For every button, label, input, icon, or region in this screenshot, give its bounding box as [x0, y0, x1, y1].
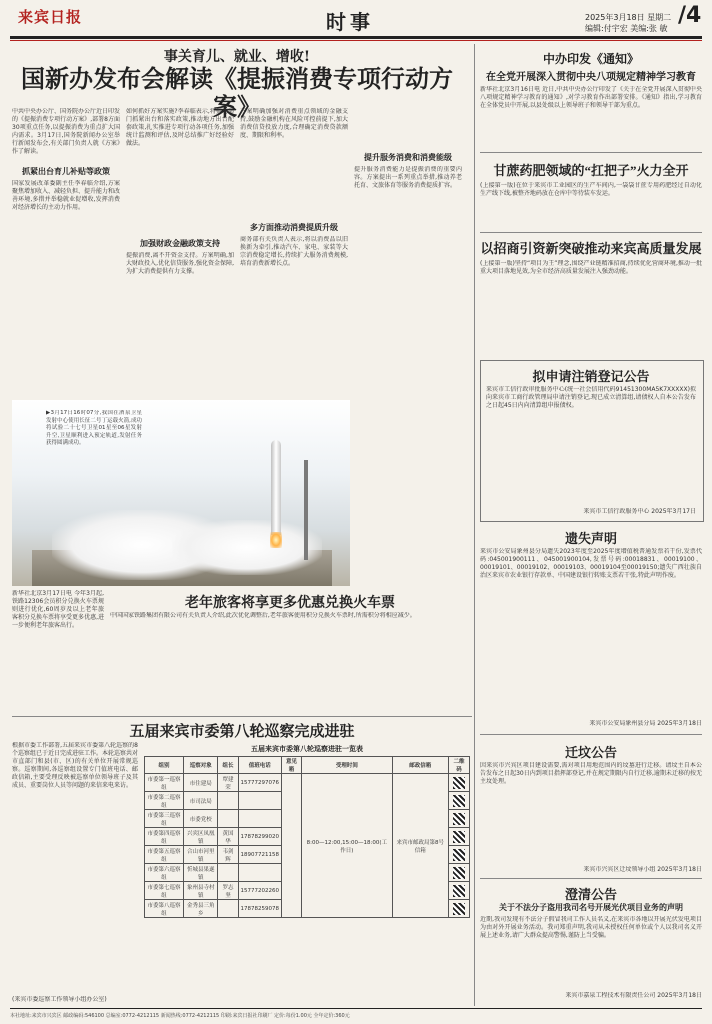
- target-cell: 金秀县三角乡: [184, 900, 218, 918]
- group-cell: 市委第七巡察组: [145, 882, 184, 900]
- right-divider-4: [480, 878, 702, 879]
- train-body-1: 新华社北京3月17日电 今年3月起,铁路12306会员积分兑换火车票规则进行优化,60周岁及以上老年旅客积分兑换车票将享受更多优惠,进一步便利老年旅客出行。: [12, 590, 104, 629]
- rocket: [271, 440, 281, 535]
- photo-caption: ▶3月17日16时07分,我国在酒泉卫星发射中心使用长征二号丁运载火箭,成功将试验二十七号卫星01星至06星发射升空,卫星顺利进入预定轨道,发射任务获得圆满成功。: [46, 410, 142, 446]
- lead-body-1: 中共中央办公厅、国务院办公厅近日印发的《提振消费专项行动方案》,部署8方面30项重点任务,以提振消费为重点扩大国内需求。3月17日,国务院新闻办公室举行新闻发布会,有关部门负责人就《方案》作了解读。: [12, 108, 120, 155]
- notice-grave-body: 因来宾市兴宾区项目建设需要,需对项目用地范围内的坟墓进行迁移。请坟主自本公告发布之日起30日内到项目指挥部登记,并在规定期限内自行迁移,逾期未迁移的按无主坟处理。: [480, 762, 702, 785]
- lead-body-3b: 提升服务消费能力是提振消费的重要内容。方案提出一系列重点举措,推动养老托育、文旅体育等服务消费提质扩容。: [354, 166, 462, 189]
- tongzhi-subheadline: 在全党开展深入贯彻中央八项规定精神学习教育: [486, 72, 696, 83]
- lead-subhead-2: 加强财政金融政策支持: [140, 238, 220, 248]
- mailbox-cell: [282, 774, 302, 918]
- notice-grave-title: 迁坟公告: [564, 746, 617, 761]
- zhaoshang-headline: 以招商引资新突破推动来宾高质量发展: [480, 241, 702, 256]
- header-rule: [10, 36, 702, 39]
- train-body-2: 中国国家铁路集团有限公司有关负责人介绍,此次优化调整后,老年旅客使用积分兑换火车票时,所需积分将相应减少。: [110, 612, 416, 619]
- qr-code[interactable]: [449, 882, 470, 900]
- col-header: 二维码: [449, 757, 470, 774]
- col-header: 受理时间: [302, 757, 392, 774]
- hours-cell: 8:00—12:00,15:00—18:00(工作日): [302, 774, 392, 918]
- qr-code[interactable]: [449, 864, 470, 882]
- col-header: 组长: [218, 757, 238, 774]
- target-cell: 市司法局: [184, 792, 218, 810]
- leader-cell: 覃建荣: [218, 774, 238, 792]
- qr-code[interactable]: [449, 846, 470, 864]
- dateline: 2025年3月18日 星期二 编辑:付宇宏 美编:张 敏: [585, 13, 672, 33]
- tongzhi-body: 新华社北京3月16日电 近日,中共中央办公厅印发了《关于在全党开展深入贯彻中央八项规定精神学习教育的通知》,对学习教育作出部署安排。《通知》指出,学习教育在全体党员中开展,以县处级以上领导班子和领导干部为重点。: [480, 86, 702, 109]
- lead-subhead-4: 多方面推动消费提质升级: [250, 222, 338, 232]
- group-cell: 市委第二巡察组: [145, 792, 184, 810]
- postbox-cell: 来宾市邮政局第8号信箱: [392, 774, 448, 918]
- lead-body-4: 商务部有关负责人表示,将以消费品以旧换新为牵引,推动汽车、家电、家装等大宗消费稳定增长,持续扩大服务消费规模,培育消费新增长点。: [240, 236, 348, 267]
- leader-cell: 罗志坚: [218, 882, 238, 900]
- notice-clarify-body: 近期,我司发现有不法分子假冒我司工作人员名义,在来宾市各地以开展光伏发电项目为由对外开展业务活动。我司郑重声明,我司从未授权任何单位或个人以我司名义开展上述业务,请广大群众提高警惕,谨防上当受骗。: [480, 916, 702, 939]
- phone-cell: 15777297076: [238, 774, 282, 792]
- table-row: [145, 774, 470, 792]
- right-divider-2: [480, 232, 702, 233]
- target-cell: 市住建局: [184, 774, 218, 792]
- ganzhe-body: (上接第一版)在位于来宾市工业园区的生产车间内,一袋袋甘蔗专用药肥经过自动化生产线下线,被整齐地码放在仓库中等待装车发运。: [480, 182, 702, 197]
- phone-cell: 17878299020: [238, 828, 282, 846]
- xuncha-headline: 五届来宾市委第八轮巡察完成进驻: [129, 724, 355, 740]
- target-cell: 市委党校: [184, 810, 218, 828]
- notice-clarify-sign: 来宾市嘉泉工程技术有限责任公司 2025年3月18日: [565, 992, 702, 999]
- notice-clarify-title: 澄清公告: [564, 888, 617, 903]
- lead-body-3: 方案明确加强对消费重点领域的金融支持,鼓励金融机构在风险可控前提下,加大消费信贷投放力度,合理确定消费贷款额度、期限和利率。: [240, 108, 348, 139]
- xuncha-body: 根据市委工作部署,五届来宾市委第八轮巡察的8个巡察组已于近日完成进驻工作。本轮巡察共对市直部门和县(市、区)的有关单位开展常规巡察。巡察期间,各巡察组设置专门值班电话、邮政信箱,主要受理反映被巡察单位领导班子及其成员、重要岗位人员等问题的来信来电来访。: [12, 742, 138, 789]
- footer-rule: [10, 1008, 702, 1009]
- phone-cell: 18907721158: [238, 846, 282, 864]
- qr-code[interactable]: [449, 792, 470, 810]
- notice-clarify-subtitle: 关于不法分子盗用我司名号开展光伏项目业务的声明: [499, 902, 683, 912]
- phone-cell: [238, 810, 282, 828]
- notice-lost-sign: 来宾市公安局象州县分局 2025年3月18日: [589, 720, 702, 727]
- group-cell: 市委第三巡察组: [145, 810, 184, 828]
- lead-body-1b: 国家发展改革委副主任李春临介绍,方案聚焦增加收入、减轻负担、提升能力和改善环境,多措并举稳就业促增收,发挥消费对经济增长的主动力作用。: [12, 180, 120, 211]
- qr-code[interactable]: [449, 828, 470, 846]
- qr-code[interactable]: [449, 810, 470, 828]
- target-cell: 兴宾区凤凰镇: [184, 828, 218, 846]
- xuncha-table-title: 五届来宾市委第八轮巡察进驻一览表: [251, 745, 363, 753]
- col-header: 邮政信箱: [392, 757, 448, 774]
- lead-subhead-1: 抓紧出台育儿补贴等政策: [22, 166, 110, 176]
- right-divider-3: [480, 734, 702, 735]
- leader-cell: [218, 864, 238, 882]
- page-number: /4: [678, 3, 702, 28]
- lead-body-2: 如何抓好方案实施?李春临表示,将推动部门抓紧出台和落实政策,推动地方出台配套政策,扎实推进专项行动各项任务,加强统计监测和评估,及时总结推广好经验好做法。: [126, 108, 234, 147]
- leader-cell: 韦剑辉: [218, 846, 238, 864]
- phone-cell: [238, 792, 282, 810]
- right-divider-1: [480, 152, 702, 153]
- notice-lost-body: 来宾市公安局象州县分局遗失2023年度至2025年度增值税普通发票若干份,发票代码:045001900111、045001900104,发票号码:00018831、00019100、00019101、00019102、00019103、00019104至00019150;遗失广西壮族自治区来宾市农业银行存款单、中国建设银行转账支票若干张,特此声明作废。: [480, 548, 702, 579]
- leader-cell: [218, 900, 238, 918]
- masthead-logo: 来宾日报: [18, 8, 83, 26]
- notice-cancel-title: 拟申请注销登记公告: [532, 370, 650, 385]
- notice-cancel-sign: 来宾市工信行政服务中心 2025年3月17日: [583, 508, 696, 515]
- target-cell: 合山市河里镇: [184, 846, 218, 864]
- phone-cell: [238, 864, 282, 882]
- lead-body-2b: 提振消费,离不开资金支持。方案明确,加大财政投入,优化信贷服务,强化资金保障,为扩大消费提供有力支撑。: [126, 252, 234, 275]
- lead-kicker: 事关育儿、就业、增收!: [163, 49, 311, 65]
- section-divider: [12, 716, 472, 717]
- leader-cell: [218, 792, 238, 810]
- xuncha-source: (来宾市委巡察工作领导小组办公室): [12, 996, 107, 1003]
- notice-grave-sign: 来宾市兴宾区迁坟领导小组 2025年3月18日: [583, 866, 702, 873]
- lead-subhead-3: 提升服务消费和消费能级: [364, 152, 452, 162]
- launch-tower: [304, 460, 308, 560]
- zhaoshang-body: (上接第一版)坚持“项目为王”理念,围绕产业链精准招商,持续优化营商环境,推动一批重大项目落地见效,为全市经济高质量发展注入强劲动能。: [480, 260, 702, 275]
- leader-cell: [218, 810, 238, 828]
- qr-code[interactable]: [449, 774, 470, 792]
- notice-cancel-body: 来宾市工信行政审批服务中心(统一社会信用代码91451300MA5K7XXXXX)拟向来宾市工商行政管理局申请注销登记,现已成立清算组,请债权人自本公告发布之日起45日内向清算组申报债权。: [486, 386, 696, 409]
- target-cell: 象州县寺村镇: [184, 882, 218, 900]
- xuncha-table: [144, 756, 470, 918]
- col-header: 意见箱: [282, 757, 302, 774]
- qr-code[interactable]: [449, 900, 470, 918]
- ganzhe-headline: 甘蔗药肥领域的“扛把子”火力全开: [493, 163, 689, 178]
- rocket-flame: [270, 532, 282, 548]
- phone-cell: 17878259078: [238, 900, 282, 918]
- group-cell: 市委第四巡察组: [145, 828, 184, 846]
- leader-cell: 黄国华: [218, 828, 238, 846]
- train-headline: 老年旅客将享更多优惠兑换火车票: [185, 596, 395, 611]
- group-cell: 市委第六巡察组: [145, 864, 184, 882]
- target-cell: 忻城县果遂镇: [184, 864, 218, 882]
- footer-info: 本社地址:来宾市兴宾区 邮政编码:546100 总编室:0772-4212115 新闻热线:0772-4212115 印刷:来宾日报社印刷厂 定价:每份1.00元 全年定价:360元: [10, 1013, 350, 1019]
- launch-smoke-2: [172, 520, 322, 575]
- tongzhi-headline: 中办印发《通知》: [542, 52, 639, 66]
- group-cell: 市委第八巡察组: [145, 900, 184, 918]
- col-header: 巡察对象: [184, 757, 218, 774]
- col-header: 组别: [145, 757, 184, 774]
- col-header: 值班电话: [238, 757, 282, 774]
- xuncha-table-header-row: [145, 757, 470, 774]
- lead-headline: 国新办发布会解读《提振消费专项行动方案》: [21, 67, 453, 121]
- phone-cell: 15777202260: [238, 882, 282, 900]
- group-cell: 市委第一巡察组: [145, 774, 184, 792]
- section-title: 时事: [326, 10, 374, 34]
- column-divider: [474, 44, 475, 1006]
- header-rule-red: [10, 40, 702, 41]
- notice-lost-title: 遗失声明: [564, 532, 617, 547]
- group-cell: 市委第五巡察组: [145, 846, 184, 864]
